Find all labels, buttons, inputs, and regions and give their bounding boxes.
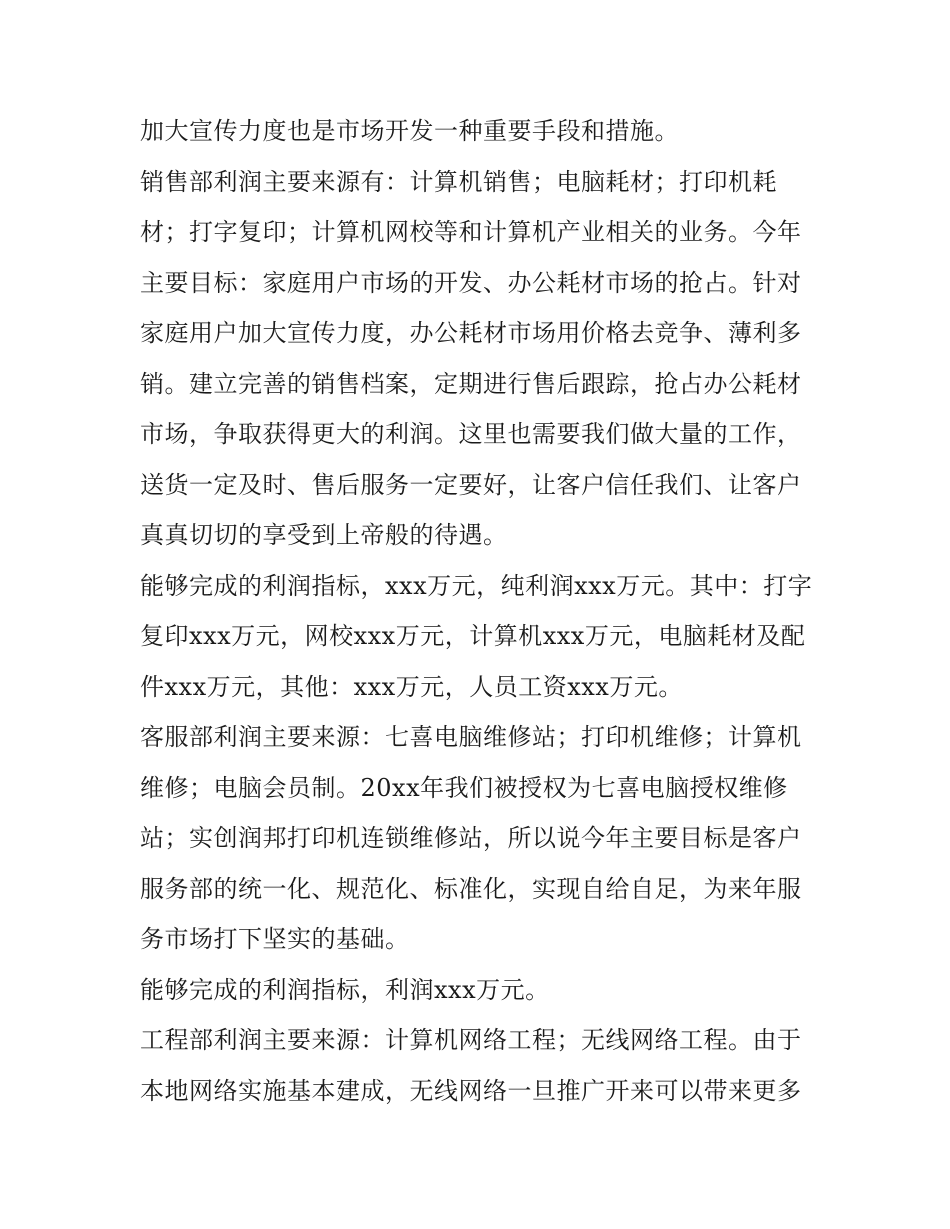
document-body (140, 106, 820, 1116)
paragraph-sales-profit-target: 能够完成的利润指标，xxx万元，纯利润xxx万元。其中：打字复印xxx万元，网校xxx万元，计算机xxx万元，电脑耗材及配件xxx万元，其他：xxx万元，人员工资xxx万元。 (140, 571, 813, 701)
paragraph-service-profit-target: 能够完成的利润指标，利润xxx万元。 (140, 975, 550, 1004)
paragraph-service-department: 客服部利润主要来源：七喜电脑维修站；打印机维修；计算机维修；电脑会员制。20xx年我们被授权为七喜电脑授权维修站；实创润邦打印机连锁维修站，所以说今年主要目标是客户服务部的统一化、规范化、标准化，实现自给自足，为来年服务市场打下坚实的基础。 (140, 723, 802, 953)
paragraph-publicity: 加大宣传力度也是市场开发一种重要手段和措施。 (140, 117, 679, 145)
paragraph-sales-department: 销售部利润主要来源有：计算机销售；电脑耗材；打印机耗材；打字复印；计算机网校等和计算机产业相关的业务。今年主要目标：家庭用户市场的开发、办公耗材市场的抢占。针对家庭用户加大宣传力度，办公耗材市场用价格去竞争、薄利多销。建立完善的销售档案，定期进行售后跟踪，抢占办公耗材市场，争取获得更大的利润。这里也需要我们做大量的工作，送货一定及时、售后服务一定要好，让客户信任我们、让客户真真切切的享受到上帝般的待遇。 (140, 167, 802, 549)
paragraph-engineering-department: 工程部利润主要来源：计算机网络工程；无线网络工程。由于本地网络实施基本建成，无线网络一旦推广开来可以带来更多 (140, 1026, 802, 1105)
